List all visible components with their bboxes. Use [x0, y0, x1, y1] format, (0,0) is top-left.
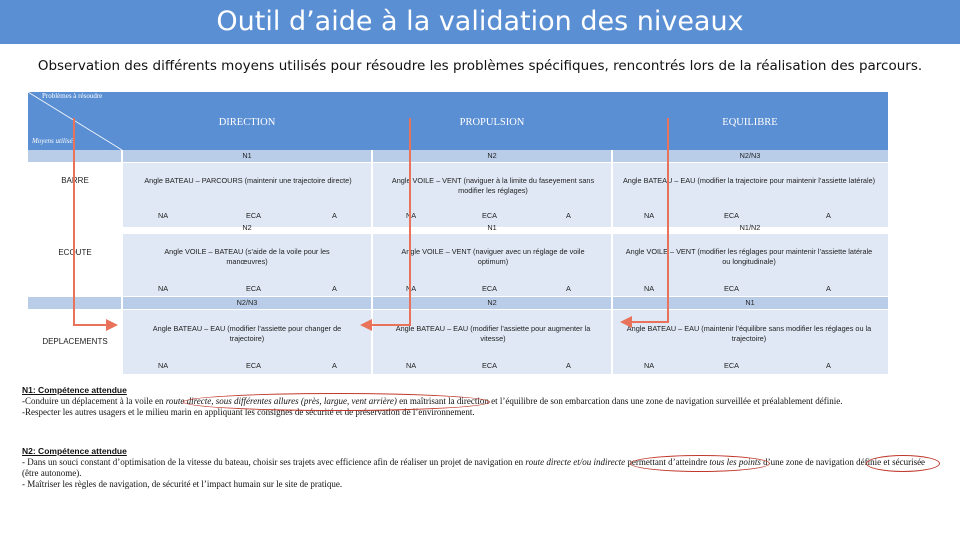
level-cell: N1/N2	[739, 223, 761, 232]
rating-eca: ECA	[724, 361, 740, 370]
arrow-equilibre	[622, 118, 668, 322]
n2-notes	[22, 446, 937, 490]
rating-a: A	[566, 211, 571, 220]
criteria-cell: Angle BATEAU – EAU (modifier l’assiette pour augmenter la vitesse)	[395, 324, 591, 343]
level-cell: N1	[242, 151, 252, 160]
row-label-barre: BARRE	[61, 176, 89, 185]
level-cell: N2	[487, 298, 497, 307]
level-cell: N2/N3	[739, 151, 761, 160]
rating-na: NA	[406, 361, 417, 370]
rating-a: A	[566, 361, 571, 370]
criteria-cell: Angle BATEAU – EAU (modifier l’assiette pour changer de trajectoire)	[152, 324, 342, 343]
rating-na: NA	[158, 361, 169, 370]
rating-na: NA	[406, 211, 417, 220]
page-subtitle: Observation des différents moyens utilisés pour résoudre les problèmes spécifiques, rencontrés lors de la réalisation des parcours.	[37, 58, 923, 74]
arrow-propulsion	[362, 118, 410, 325]
page-title: Outil d’aide à la validation des niveaux	[216, 6, 744, 37]
rating-na: NA	[644, 284, 655, 293]
rating-a: A	[826, 284, 831, 293]
row-label-ecoute: ECOUTE	[58, 248, 92, 257]
highlight-circle	[630, 455, 770, 472]
n1-paragraph: -Conduire un déplacement à la voile en route directe, sous différentes allures (près, largue, vent arrière) en maîtrisant la direction et l’équilibre de son embarcation dans une zone de navigation surveillée et préalablement définie.	[22, 396, 843, 406]
corner-means-label: Moyens utilisés	[32, 137, 76, 145]
row-label-deplacements: DEPLACEMENTS	[42, 337, 108, 346]
criteria-cell: Angle BATEAU – EAU (maintenir l’équilibre sans modifier les réglages ou la trajectoire)	[626, 324, 872, 343]
highlight-circle	[866, 455, 940, 472]
rating-a: A	[332, 211, 337, 220]
n1-heading: N1: Compétence attendue	[22, 385, 127, 395]
level-cell: N2/N3	[236, 298, 258, 307]
rating-a: A	[826, 211, 831, 220]
column-header-equilibre: EQUILIBRE	[722, 117, 778, 128]
n2-heading: N2: Compétence attendue	[22, 446, 127, 456]
rating-na: NA	[406, 284, 417, 293]
level-cell: N2	[487, 151, 497, 160]
criteria-cell: Angle BATEAU – EAU (modifier la trajectoire pour maintenir l’assiette latérale)	[622, 176, 876, 185]
highlight-circle	[183, 393, 490, 411]
arrow-direction	[74, 118, 116, 325]
rating-eca: ECA	[246, 361, 262, 370]
criteria-cell: Angle VOILE – BATEAU (s’aide de la voile pour les manœuvres)	[164, 247, 330, 266]
criteria-cell: Angle VOILE – VENT (naviguer à la limite du faseyement sans modifier les réglages)	[391, 176, 595, 195]
n2-paragraph-2: - Maîtriser les règles de navigation, de sécurité et l’impact humain sur le site de pratique.	[22, 479, 343, 489]
criteria-cell: Angle VOILE – VENT (modifier les réglages pour maintenir l’assiette latérale ou longitudinale)	[625, 247, 873, 266]
rating-na: NA	[644, 361, 655, 370]
n2-paragraph: - Dans un souci constant d’optimisation de la vitesse du bateau, choisir ses trajets avec efficience afin de réaliser un projet de navigation en route directe et/ou indirecte permettant d’atteindre tous les points d’une zone de navigation définie et sécurisée (être autonome).	[22, 457, 926, 478]
criteria-cell: Angle VOILE – VENT (naviguer avec un réglage de voile optimum)	[401, 247, 585, 266]
rating-a: A	[566, 284, 571, 293]
rating-na: NA	[644, 211, 655, 220]
column-header-propulsion: PROPULSION	[459, 117, 525, 128]
rating-eca: ECA	[482, 284, 498, 293]
rating-eca: ECA	[724, 211, 740, 220]
rating-a: A	[332, 284, 337, 293]
rating-a: A	[332, 361, 337, 370]
corner-problems-label: Problèmes à résoudre	[42, 92, 103, 100]
rating-a: A	[826, 361, 831, 370]
rating-eca: ECA	[482, 361, 498, 370]
rating-eca: ECA	[246, 284, 262, 293]
rating-na: NA	[158, 284, 169, 293]
n1-paragraph-2: -Respecter les autres usagers et le milieu marin en appliquant les consignes de sécurité et de préservation de l’environnement.	[22, 407, 475, 417]
column-header-direction: DIRECTION	[218, 117, 276, 128]
rating-eca: ECA	[246, 211, 262, 220]
level-cell: N1	[745, 298, 755, 307]
rating-eca: ECA	[724, 284, 740, 293]
level-cell: N2	[242, 223, 252, 232]
rating-na: NA	[158, 211, 169, 220]
rating-eca: ECA	[482, 211, 498, 220]
criteria-cell: Angle BATEAU – PARCOURS (maintenir une trajectoire directe)	[144, 176, 352, 185]
level-cell: N1	[487, 223, 497, 232]
